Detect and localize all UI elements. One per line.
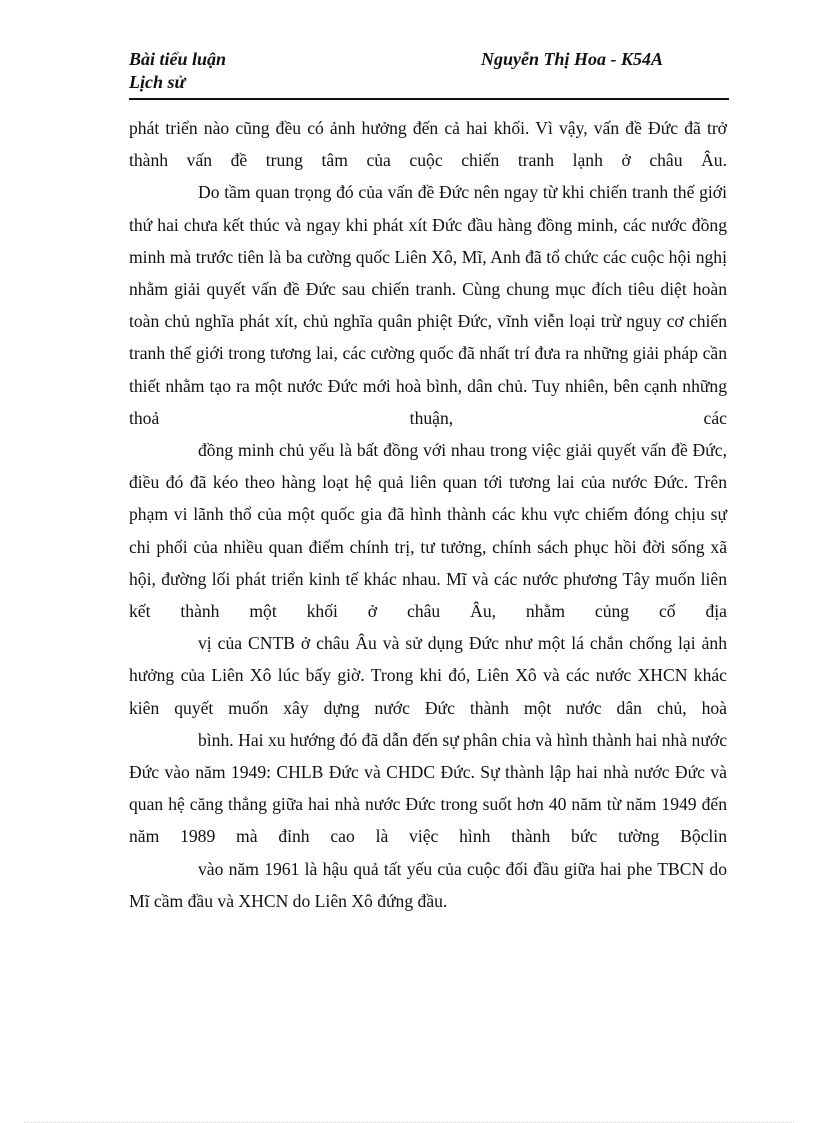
header-title-line1: Bài tiểu luận — [129, 49, 227, 69]
paragraph-2: Do tầm quan trọng đó của vấn đề Đức nên ngay từ khi chiến tranh thế giới thứ hai chưa kết thúc và ngay khi phát xít Đức đầu hàng đồng minh, các nước đồng minh mà trước tiên là ba cường quốc Liên Xô, Mĩ, Anh đã tổ chức các cuộc hội nghị nhằm giải quyết vấn đề Đức sau chiến tranh. Cùng chung mục đích tiêu diệt hoàn toàn chủ nghĩa phát xít, chủ nghĩa quân phiệt Đức, vĩnh viễn loại trừ nguy cơ chiến tranh thế giới trong tương lai, các cường quốc đã nhất trí đưa ra những giải pháp cần thiết nhằm tạo ra một nước Đức mới hoà bình, dân chủ. Tuy nhiên, bên cạnh những thoả thuận, các — [129, 182, 727, 428]
header-title-line2: Lịch sử — [129, 72, 186, 92]
header-author: Nguyễn Thị Hoa - K54A — [481, 49, 664, 69]
paragraph-4: vị của CNTB ở châu Âu và sử dụng Đức như một lá chắn chống lại ảnh hưởng của Liên Xô lúc bấy giờ. Trong khi đó, Liên Xô và các nước XHCN khác kiên quyết muốn xây dựng nước Đức thành một nước dân chủ, hoà — [129, 633, 727, 718]
paragraph-3: đồng minh chủ yếu là bất đồng với nhau trong việc giải quyết vấn đề Đức, điều đó đã kéo theo hàng loạt hệ quả liên quan tới tương lai của nước Đức. Trên phạm vi lãnh thổ của một quốc gia đã hình thành các khu vực chiếm đóng chịu sự chi phối của nhiều quan điểm chính trị, tư tưởng, chính sách phục hồi đời sống xã hội, đường lối phát triển kinh tế khác nhau. Mĩ và các nước phương Tây muốn liên kết thành một khối ở châu Âu, nhằm củng cố địa — [129, 440, 727, 622]
paragraph-5: bình. Hai xu hướng đó đã dẫn đến sự phân chia và hình thành hai nhà nước Đức vào năm 1949: CHLB Đức và CHDC Đức. Sự thành lập hai nhà nước Đức và quan hệ căng thẳng giữa hai nhà nước Đức trong suốt hơn 40 năm từ năm 1949 đến năm 1989 mà đỉnh cao là việc hình thành bức tường Bộclin — [129, 729, 727, 847]
header-left — [129, 48, 226, 94]
paragraph-6: vào năm 1961 là hậu quả tất yếu của cuộc đối đầu giữa hai phe TBCN do Mĩ cầm đầu và XHCN do Liên Xô đứng đầu. — [129, 858, 727, 911]
page-header — [129, 48, 729, 100]
paragraph-1: phát triển nào cũng đều có ảnh hưởng đến cả hai khối. Vì vậy, vấn đề Đức đã trở thành vấn đề trung tâm của cuộc chiến tranh lạnh ở châu Âu. — [129, 118, 727, 171]
document-body — [129, 112, 727, 917]
